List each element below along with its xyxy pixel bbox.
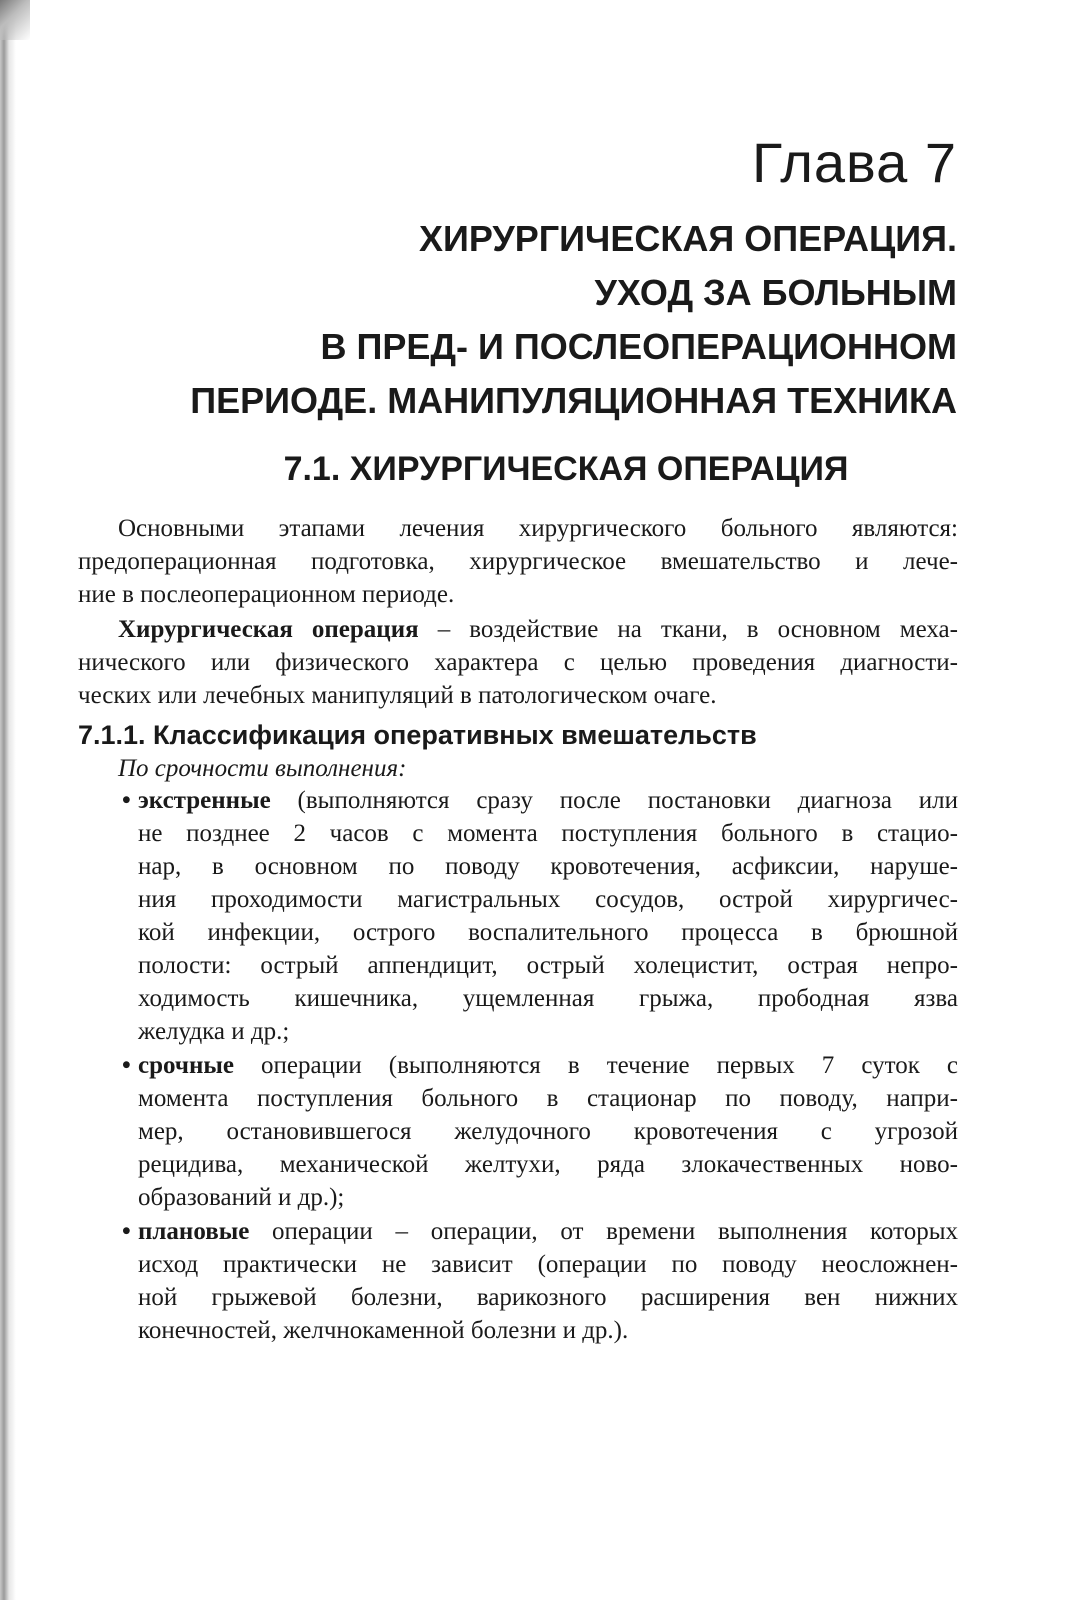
list-item [118, 784, 958, 1048]
chapter-title-line: УХОД ЗА БОЛЬНЫМ [594, 272, 957, 313]
list-line: кой инфекции, острого воспалительного процесса в брюшной [138, 919, 958, 946]
list-line: желудка и др.; [138, 1018, 290, 1045]
list-line [138, 1049, 958, 1082]
list-term: экстренные [138, 787, 271, 814]
list-line: ной грыжевой болезни, варикозного расширения вен нижних [138, 1284, 958, 1311]
list-line: момента поступления больного в стационар по поводу, напри- [138, 1085, 958, 1112]
list-line: мер, остановившегося желудочного кровотечения с угрозой [138, 1118, 958, 1145]
list-text: операции – операции, от времени выполнения которых [249, 1218, 958, 1245]
paragraph-line: Основными этапами лечения хирургического больного являются: [118, 515, 958, 542]
chapter-title-line: В ПРЕД- И ПОСЛЕОПЕРАЦИОННОМ [320, 326, 957, 367]
list-item [118, 1215, 958, 1347]
list-line: ния проходимости магистральных сосудов, острой хирургичес- [138, 886, 958, 913]
list-line: не позднее 2 часов с момента поступления больного в стацио- [138, 820, 958, 847]
list-line [138, 1215, 958, 1248]
chapter-title [117, 212, 957, 428]
subsection-title: 7.1.1. Классификация оперативных вмешательств [78, 720, 757, 750]
bullet-mark: • [122, 1052, 131, 1079]
paragraph-line: ческих или лечебных манипуляций в патологическом очаге. [78, 682, 717, 709]
list-term: плановые [138, 1218, 250, 1245]
list-text: операции (выполняются в течение первых 7 суток с [233, 1052, 958, 1079]
bullet-mark: • [122, 1218, 131, 1245]
lead-text: По срочности выполнения: [118, 755, 407, 782]
list-line: конечностей, желчнокаменной болезни и др.). [138, 1317, 629, 1344]
list-line: образований и др.); [138, 1184, 345, 1211]
list-line [138, 784, 958, 817]
list-line: исход практически не зависит (операции по поводу неосложнен- [138, 1251, 958, 1278]
paragraph-line [118, 613, 958, 646]
paragraph-line: нического или физического характера с целью проведения диагности- [78, 649, 958, 676]
list-line: полости: острый аппендицит, острый холецистит, острая непро- [138, 952, 958, 979]
list-line: нар, в основном по поводу кровотечения, асфиксии, наруше- [138, 853, 958, 880]
paragraph-line: ние в послеоперационном периоде. [78, 581, 455, 608]
page-binding-edge [0, 0, 16, 1600]
bullet-list [118, 784, 958, 1348]
definition-term: Хирургическая операция [118, 616, 419, 643]
list-term: срочные [138, 1052, 234, 1079]
page-corner-shadow [0, 0, 30, 40]
chapter-title-line: ХИРУРГИЧЕСКАЯ ОПЕРАЦИЯ. [418, 218, 957, 259]
chapter-title-line: ПЕРИОДЕ. МАНИПУЛЯЦИОННАЯ ТЕХНИКА [190, 380, 957, 421]
list-line: ходимость кишечника, ущемленная грыжа, прободная язва [138, 985, 958, 1012]
paragraph-line: предоперационная подготовка, хирургическое вмешательство и лече- [78, 548, 958, 575]
list-line: рецидива, механической желтухи, ряда злокачественных ново- [138, 1151, 958, 1178]
paragraph-text: – воздействие на ткани, в основном меха- [418, 616, 958, 643]
list-text: (выполняются сразу после постановки диагноза или [270, 787, 958, 814]
list-item [118, 1049, 958, 1214]
section-title: 7.1. ХИРУРГИЧЕСКАЯ ОПЕРАЦИЯ [283, 450, 849, 488]
paragraph-definition [78, 613, 958, 712]
subsection-lead [118, 752, 958, 785]
bullet-mark: • [122, 787, 131, 814]
paragraph-intro [78, 512, 958, 611]
chapter-label: Глава 7 [752, 131, 957, 194]
